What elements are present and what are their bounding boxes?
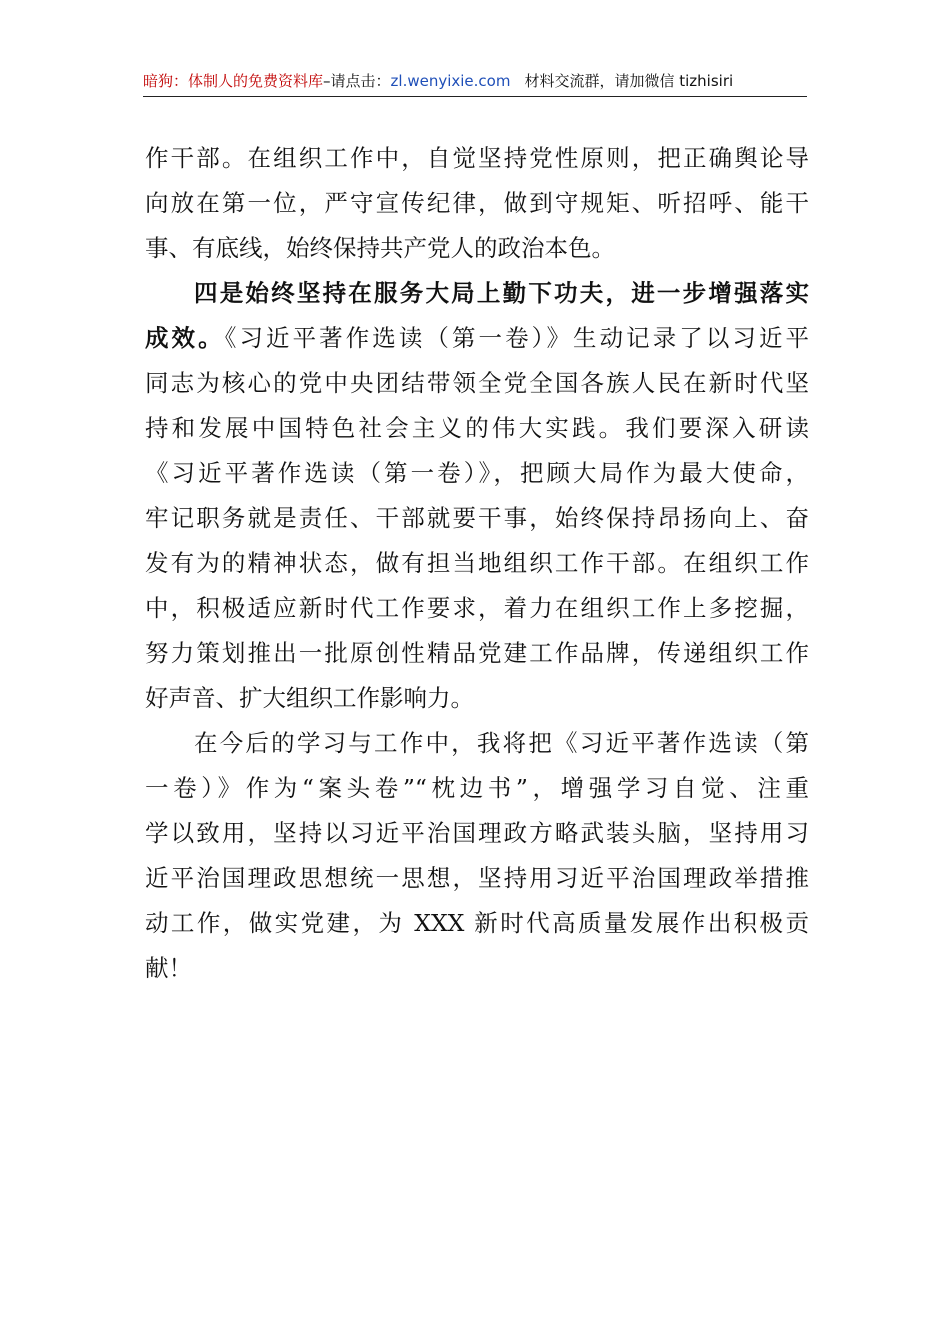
paragraph-3 [145,721,809,991]
text-line: 好声音、扩大组织工作影响力。 [145,684,474,712]
paragraph-1 [145,136,809,271]
header-contact: 材料交流群，请加微信 tizhisiri [524,72,734,90]
text-span: 《习近平著作选读（第一卷）》生动记录了以习近平 [224,324,810,352]
text-line: 一卷）》作为“案头卷”“枕边书”，增强学习自觉、注重 [145,774,809,802]
text-line: 近平治国理政思想统一思想，坚持用习近平治国理政举措推 [145,864,809,892]
section-heading-line: 四是始终坚持在服务大局上勤下功夫，进一步增强落实 [194,279,809,307]
text-line: 在今后的学习与工作中，我将把《习近平著作选读（第 [194,729,809,757]
text-line: 同志为核心的党中央团结带领全党全国各族人民在新时代坚 [145,369,809,397]
header-link[interactable]: zl.wenyixie.com [390,72,511,90]
text-line: 向放在第一位，严守宣传纪律，做到守规矩、听招呼、能干 [145,189,809,217]
text-line: 《习近平著作选读（第一卷）》，把顾大局作为最大使命， [145,459,809,487]
text-line: 中，积极适应新时代工作要求，着力在组织工作上多挖掘， [145,594,809,622]
section-heading-end: 成效。 [145,324,225,352]
page-header [143,68,807,97]
header-brand: 暗狗：体制人的免费资料库 [143,72,324,90]
text-line: 作干部。在组织工作中，自觉坚持党性原则，把正确舆论导 [145,144,809,172]
text-line: 努力策划推出一批原创性精品党建工作品牌，传递组织工作 [145,639,809,667]
header-click-prefix: –请点击： [323,72,391,90]
document-body [145,136,809,991]
text-line: 献！ [145,954,192,982]
text-line: 发有为的精神状态，做有担当地组织工作干部。在组织工作 [145,549,809,577]
paragraph-2 [145,271,809,721]
text-line: 牢记职务就是责任、干部就要干事，始终保持昂扬向上、奋 [145,504,809,532]
text-line: 动工作，做实党建，为 XXX 新时代高质量发展作出积极贡 [145,909,809,937]
text-line [145,316,809,361]
text-line: 学以致用，坚持以习近平治国理政方略武装头脑，坚持用习 [145,819,809,847]
text-line: 持和发展中国特色社会主义的伟大实践。我们要深入研读 [145,414,809,442]
text-line: 事、有底线，始终保持共产党人的政治本色。 [145,234,615,262]
